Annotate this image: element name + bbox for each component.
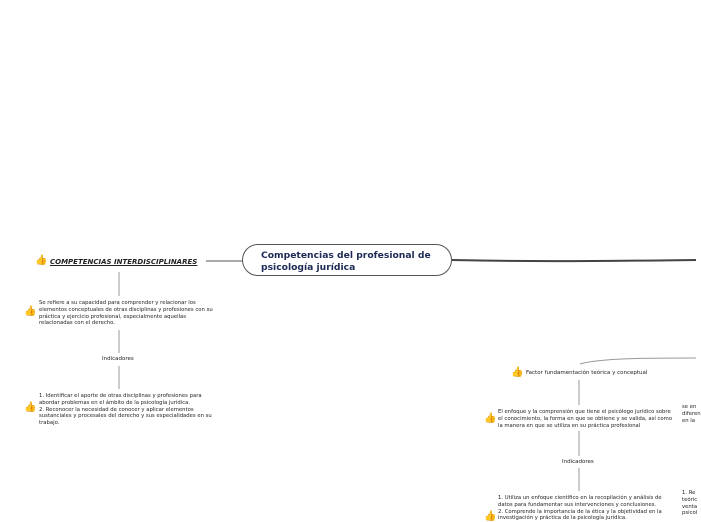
far-right-partial-node-top[interactable]: se en diferen en la <box>682 404 701 424</box>
right-branch-title[interactable]: Factor fundamentación teórica y conceptual <box>526 370 648 376</box>
left-branch-description[interactable]: Se refiere a su capacidad para comprender y relacionar los elementos conceptuales de otras disciplinas y profesiones con su práctica y ejercicio profesional, especialmente aquellas relacionadas con el derecho. <box>39 300 213 327</box>
left-branch-indicators-label[interactable]: Indicadores <box>102 356 134 362</box>
connector-central-right <box>452 260 696 261</box>
right-branch-indicators-label[interactable]: Indicadores <box>562 459 594 465</box>
thumbs-up-icon: 👍 <box>35 255 48 266</box>
right-branch-indicators-text[interactable]: 1. Utiliza un enfoque científico en la recopilación y análisis de datos para fundamentar sus intervenciones y conclusiones. 2. Comprende la importancia de la ética y la objetividad en la investigación y práctica de la psicología jurídica. <box>498 495 662 522</box>
right-branch-description[interactable]: El enfoque y la comprensión que tiene el psicólogo jurídico sobre el conocimiento, la forma en que se obtiene y se valida, así como la manera en que se utiliza en su práctica profesional <box>498 409 673 429</box>
thumbs-up-icon: 👍 <box>24 402 37 413</box>
thumbs-up-icon: 👍 <box>24 306 37 317</box>
left-branch-indicators-text[interactable]: 1. Identificar el aporte de otras disciplinas y profesiones para abordar problemas en el ámbito de la psicología jurídica. 2. Reconocer la necesidad de conocer y aplicar elementos sustanciales y procesales del derecho y sus especialidades en su trabajo. <box>39 393 212 427</box>
central-topic[interactable] <box>242 244 452 276</box>
thumbs-up-icon: 👍 <box>511 367 524 378</box>
far-right-partial-node-bottom[interactable]: 1. Re teóric venta psicol <box>682 490 698 517</box>
thumbs-up-icon: 👍 <box>484 413 497 424</box>
central-topic-title: Competencias del profesional de psicología jurídica <box>261 250 431 273</box>
thumbs-up-icon: 👍 <box>484 511 497 522</box>
connector-right-branch <box>580 358 696 364</box>
left-branch-title[interactable]: COMPETENCIAS INTERDISCIPLINARES <box>50 258 198 266</box>
